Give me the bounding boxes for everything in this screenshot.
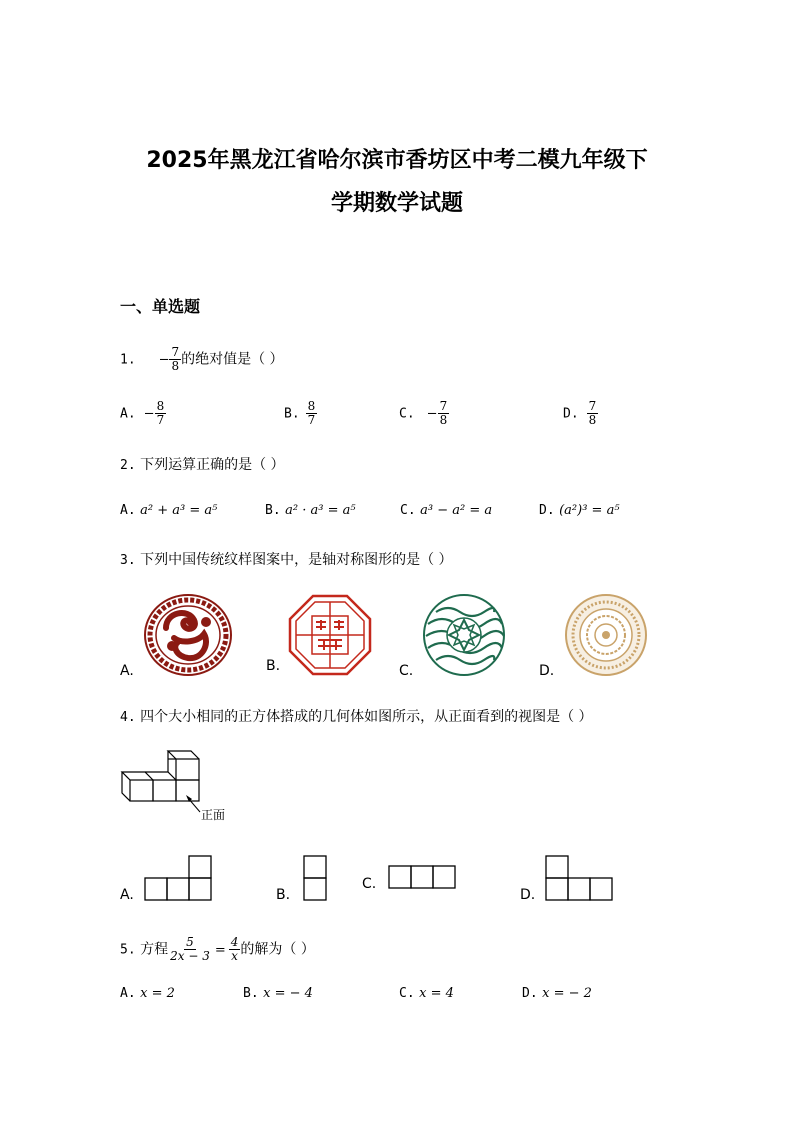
option-b[interactable]: B. $\frac{8}{7}$ [284,399,316,427]
view-option-b-image[interactable] [302,854,330,902]
option-b-letter[interactable]: B. [266,658,281,674]
option-a[interactable]: A. − $\frac{8}{7}$ [120,399,165,427]
math-sign: − [158,352,170,368]
gold-medallion-image[interactable] [564,594,648,676]
option-d-letter[interactable]: D. [520,887,536,903]
question-3 [120,549,453,569]
option-a[interactable]: A. a² + a³ = a⁵ [120,503,218,518]
question-number: 3. [120,553,136,568]
option-d[interactable]: D. x = − 2 [522,986,592,1001]
section-heading: 一、单选题 [120,297,201,316]
fraction-right: $\frac{4}{x}$ [230,935,239,963]
window-lattice-image[interactable] [288,594,372,676]
option-a-letter[interactable]: A. [120,663,134,679]
view-option-d-image[interactable] [545,854,617,902]
cloud-medallion-image[interactable] [144,594,232,676]
option-c[interactable]: C. x = 4 [399,986,454,1001]
question-number: 2. [120,458,136,473]
option-a[interactable]: A. x = 2 [120,986,175,1001]
option-c[interactable]: C. a³ − a² = a [400,503,493,518]
fraction: $\frac{7}{8}$ [171,345,180,373]
question-text: 下列中国传统纹样图案中，是轴对称图形的是（ ） [140,552,453,568]
question-2 [120,454,285,474]
option-c[interactable]: C. − $\frac{7}{8}$ [399,399,448,427]
option-c-letter[interactable]: C. [362,876,377,892]
question-number: 4. [120,710,136,725]
option-c-letter[interactable]: C. [399,663,414,679]
question-1 [120,346,284,373]
option-a-letter[interactable]: A. [120,887,134,903]
question-text: 下列运算正确的是（ ） [140,457,285,473]
option-d-letter[interactable]: D. [539,663,555,679]
view-option-a-image[interactable] [144,854,216,902]
document-title-line-1: 2025年黑龙江省哈尔滨市香坊区中考二模九年级下 [146,148,648,173]
question-number: 5. [120,942,136,958]
question-text: 的解为（ ） [240,941,315,958]
question-text: 四个大小相同的正方体搭成的几何体如图所示，从正面看到的视图是（ ） [140,709,593,725]
question-number: 1. [120,352,136,368]
question-4 [120,706,593,726]
option-b[interactable]: B. a² · a³ = a⁵ [265,503,356,518]
fraction-left: $\frac{5}{2x - 3}$ [170,935,210,963]
option-d[interactable]: D. (a²)³ = a⁵ [539,503,620,518]
option-d[interactable]: D. $\frac{7}{8}$ [563,399,597,427]
option-b-letter[interactable]: B. [276,887,291,903]
question-text: 的绝对值是（ ） [181,351,284,368]
document-title-line-2: 学期数学试题 [330,191,463,216]
question-5: 5. 方程 $\frac{5}{2x - 3}$ = $\frac{4}{x}$ 的解为（ ） [120,935,315,963]
option-b[interactable]: B. x = − 4 [243,986,313,1001]
front-view-label: 正面 [201,808,226,822]
view-option-c-image[interactable] [388,864,460,892]
wave-medallion-image[interactable] [422,594,506,676]
